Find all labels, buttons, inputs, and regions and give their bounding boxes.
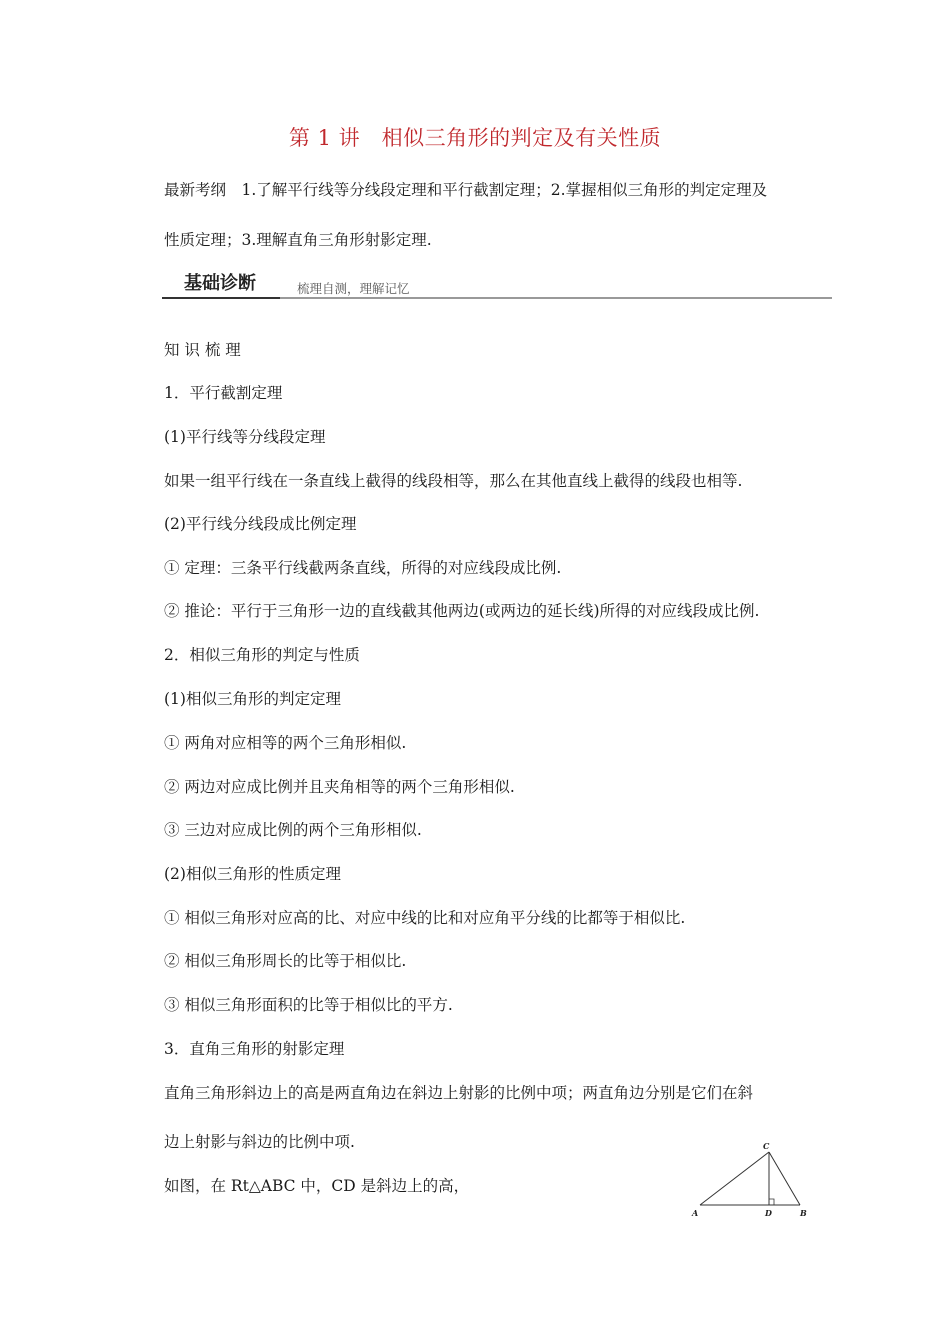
item-2-2-a: ① 相似三角形对应高的比、对应中线的比和对应角平分线的比都等于相似比.: [164, 909, 686, 927]
paragraph-3-line-3: 如图，在 Rt△ABC 中，CD 是斜边上的高，: [164, 1177, 470, 1195]
syllabus-line-1: 最新考纲 1.了解平行线等分线段定理和平行截割定理；2.掌握相似三角形的判定定理及: [164, 181, 768, 199]
section-header: [162, 272, 832, 300]
item-2-1-c: ③ 三边对应成比例的两个三角形相似.: [164, 821, 422, 839]
triangle-diagram: [688, 1140, 813, 1225]
heading-2: 2．相似三角形的判定与性质: [164, 646, 360, 664]
side-bc: [769, 1152, 800, 1205]
page-title: 第 1 讲 相似三角形的判定及有关性质: [288, 126, 662, 150]
item-2-2-b: ② 相似三角形周长的比等于相似比.: [164, 952, 407, 970]
section-label: 基础诊断: [184, 273, 256, 294]
paragraph-3-line-1: 直角三角形斜边上的高是两直角边在斜边上射影的比例中项；两直角边分别是它们在斜: [164, 1084, 754, 1102]
section-subtitle: 梳理自测，理解记忆: [297, 281, 410, 296]
item-1-2-b: ② 推论：平行于三角形一边的直线截其他两边(或两边的延长线)所得的对应线段成比例.: [164, 602, 760, 620]
paragraph-3-line-2: 边上射影与斜边的比例中项.: [164, 1133, 355, 1151]
subheading-2-2: (2)相似三角形的性质定理: [164, 865, 341, 883]
label-a: A: [692, 1208, 699, 1218]
subheading-2-1: (1)相似三角形的判定定理: [164, 690, 341, 708]
label-b: B: [800, 1208, 807, 1218]
right-triangle-figure: [688, 1140, 813, 1225]
subheading-1-1: (1)平行线等分线段定理: [164, 428, 326, 446]
item-2-2-c: ③ 相似三角形面积的比等于相似比的平方.: [164, 996, 453, 1014]
knowledge-heading: 知 识 梳 理: [164, 341, 241, 359]
section-underline-dark: [162, 297, 280, 299]
section-underline-light: [280, 297, 832, 299]
side-ac: [700, 1152, 769, 1205]
label-d: D: [765, 1208, 772, 1218]
item-2-1-b: ② 两边对应成比例并且夹角相等的两个三角形相似.: [164, 778, 515, 796]
paragraph-1-1: 如果一组平行线在一条直线上截得的线段相等，那么在其他直线上截得的线段也相等.: [164, 472, 743, 490]
subheading-1-2: (2)平行线分线段成比例定理: [164, 515, 357, 533]
heading-3: 3．直角三角形的射影定理: [164, 1040, 345, 1058]
item-1-2-a: ① 定理：三条平行线截两条直线，所得的对应线段成比例.: [164, 559, 562, 577]
label-c: C: [763, 1141, 770, 1151]
heading-1: 1．平行截割定理: [164, 384, 283, 402]
item-2-1-a: ① 两角对应相等的两个三角形相似.: [164, 734, 407, 752]
right-angle-mark: [769, 1199, 774, 1205]
syllabus-line-2: 性质定理；3.理解直角三角形射影定理.: [164, 231, 432, 249]
